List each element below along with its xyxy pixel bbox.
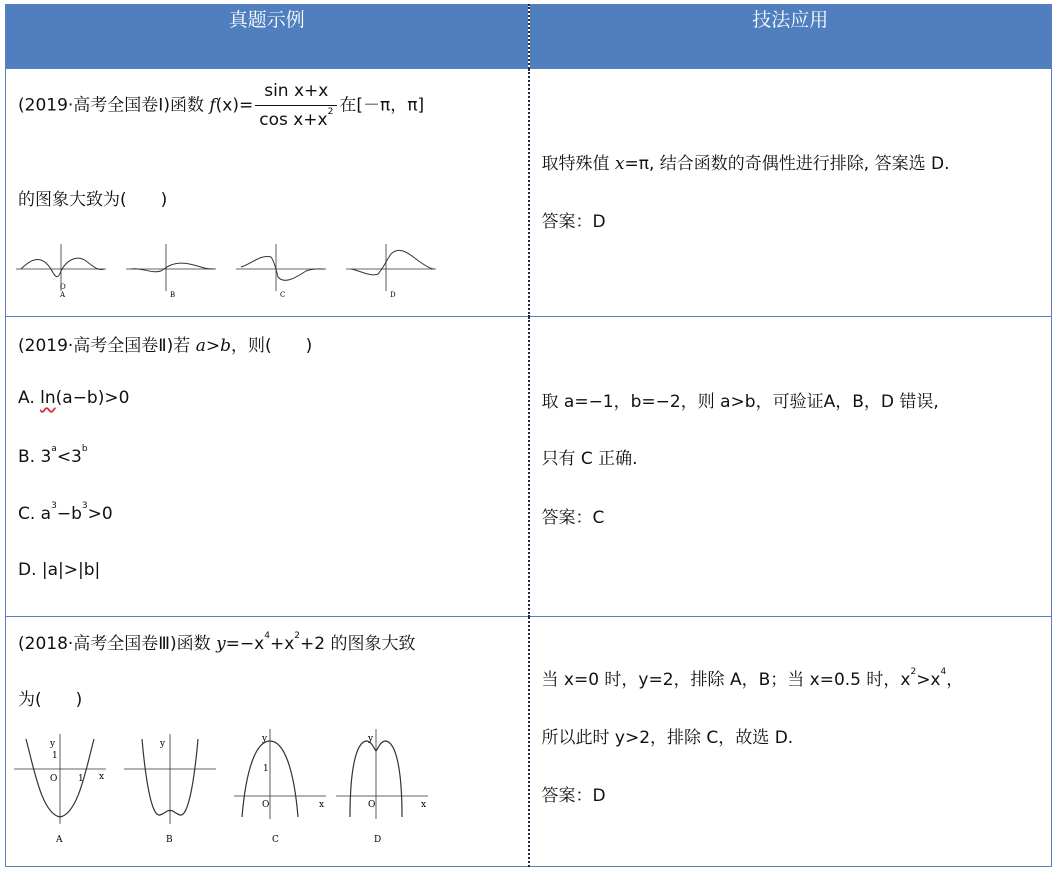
question-1-line1 (18, 81, 424, 130)
answer-1-pre: 取特殊值 (541, 154, 615, 174)
fraction-denominator-text: cos x+x (259, 110, 328, 130)
question-1-graph-options (16, 239, 436, 299)
graph-a-y: y (50, 739, 56, 749)
question-1-fraction (255, 81, 337, 130)
answer-3-line2: 所以此时 y>2，排除 C，故选 D. (541, 728, 794, 748)
graph-d-y: y (368, 734, 374, 744)
option-a-ln: ln (40, 388, 56, 408)
answer-3-line1 (542, 665, 964, 690)
option-c-exp1: 3 (51, 501, 57, 512)
question-3-line2: 为( ) (18, 690, 83, 710)
graph-c-label: C (280, 291, 286, 299)
graph-option-c (234, 729, 326, 845)
graph-a-one-x: 1 (78, 774, 84, 784)
question-1-fx: (x)= (215, 95, 254, 116)
question-3-pre: (2018·高考全国卷Ⅲ)函数 (18, 634, 217, 654)
option-b-exp1: a (51, 444, 57, 455)
graph-option-c (236, 244, 326, 299)
answer-3-mid: >x (916, 670, 941, 690)
header-techniques: 技法应用 (529, 5, 1052, 69)
answer-3-label: 答案：D (541, 786, 606, 806)
graph-a-label: A (60, 291, 66, 299)
option-b-pre: B. 3 (18, 447, 52, 467)
answer-cell-1 (529, 69, 1052, 317)
answer-2-line2: 只有 C 正确. (541, 449, 638, 469)
table-row (6, 317, 1052, 617)
answer-3-exp2: 4 (940, 667, 947, 678)
answer-2-label: 答案：C (541, 508, 605, 528)
option-c (18, 501, 113, 524)
graph-d-label: D (374, 835, 382, 845)
option-a-post: (a−b)>0 (55, 388, 130, 408)
graph-b-label: B (170, 291, 176, 299)
option-c-pre: C. a (18, 504, 52, 524)
graph-a-x: x (99, 772, 105, 782)
option-c-post: >0 (87, 504, 113, 524)
graph-option-b (126, 244, 216, 299)
question-3-exp2: 2 (294, 631, 301, 642)
question-1-suffix: 在[－π，π] (339, 95, 425, 116)
header-examples: 真题示例 (6, 5, 529, 69)
graph-c-label: C (272, 835, 279, 845)
question-cell-1 (6, 69, 529, 317)
question-1-prefix: (2019·高考全国卷Ⅰ)函数 (18, 95, 210, 116)
table-header-row (6, 5, 1052, 69)
graph-d-label: D (390, 291, 396, 299)
graph-option-b (124, 734, 216, 845)
question-1-line2: 的图象大致为( ) (18, 190, 168, 210)
graph-option-d (346, 244, 436, 299)
question-2-post: ，则( ) (230, 336, 313, 356)
answer-2-line1: 取 a=−1，b=−2，则 a>b，可验证A，B，D 错误, (541, 392, 939, 412)
graph-c-o: O (262, 800, 270, 810)
question-2-expr: a>b (195, 336, 231, 356)
example-table (5, 4, 1052, 867)
question-1-f: f (209, 95, 216, 116)
question-3-line1 (18, 629, 415, 654)
question-2-pre: (2019·高考全国卷Ⅱ)若 (18, 336, 196, 356)
answer-cell-2 (529, 317, 1052, 617)
answer-1-var: x (614, 154, 625, 174)
graph-b-y: y (160, 739, 166, 749)
option-b-mid: <3 (56, 447, 82, 467)
graph-a-label: A (56, 835, 63, 845)
fraction-denominator-exponent: 2 (327, 107, 334, 118)
question-cell-2 (6, 317, 529, 617)
answer-cell-3 (529, 617, 1052, 867)
table-row (6, 617, 1052, 867)
graph-d-x: x (421, 800, 427, 810)
option-a-pre: A. (18, 388, 41, 408)
graph-d-o: O (368, 800, 376, 810)
graph-option-d (336, 729, 428, 845)
fraction-numerator: sin x+x (264, 81, 329, 101)
table-row (6, 69, 1052, 317)
answer-3-exp1: 2 (910, 667, 917, 678)
answer-1-post: =π, 结合函数的奇偶性进行排除, 答案选 D. (624, 154, 950, 174)
graph-c-x: x (319, 800, 325, 810)
question-3-exp1: 4 (264, 631, 270, 642)
graph-c-one: 1 (263, 764, 269, 774)
question-cell-3 (6, 617, 529, 867)
graph-a-one: 1 (52, 751, 58, 761)
option-d: D. |a|>|b| (18, 560, 101, 580)
question-2-line1 (18, 331, 312, 356)
option-c-exp2: 3 (81, 501, 88, 512)
graph-a-o: O (50, 774, 58, 784)
graph-b-label: B (166, 835, 173, 845)
answer-3-post: ， (946, 670, 964, 690)
option-b-exp2: b (81, 444, 88, 455)
question-3-y: y (216, 634, 226, 654)
option-b (18, 444, 88, 467)
graph-option-a (14, 734, 106, 845)
answer-3-pre: 当 x=0 时，y=2，排除 A，B；当 x=0.5 时，x (541, 670, 911, 690)
graph-option-a (16, 244, 106, 299)
question-3-eq2: +x (269, 634, 295, 654)
option-a (18, 388, 129, 408)
answer-1-line1 (542, 149, 950, 174)
option-c-mid: −b (56, 504, 82, 524)
fraction-denominator (255, 107, 337, 130)
question-3-post: +2 的图象大致 (300, 634, 416, 654)
question-3-eq1: =−x (225, 634, 265, 654)
answer-1-label: 答案：D (541, 212, 606, 232)
graph-c-y: y (262, 734, 268, 744)
graph-a-origin: O (60, 283, 66, 291)
question-3-graph-options (14, 729, 434, 854)
